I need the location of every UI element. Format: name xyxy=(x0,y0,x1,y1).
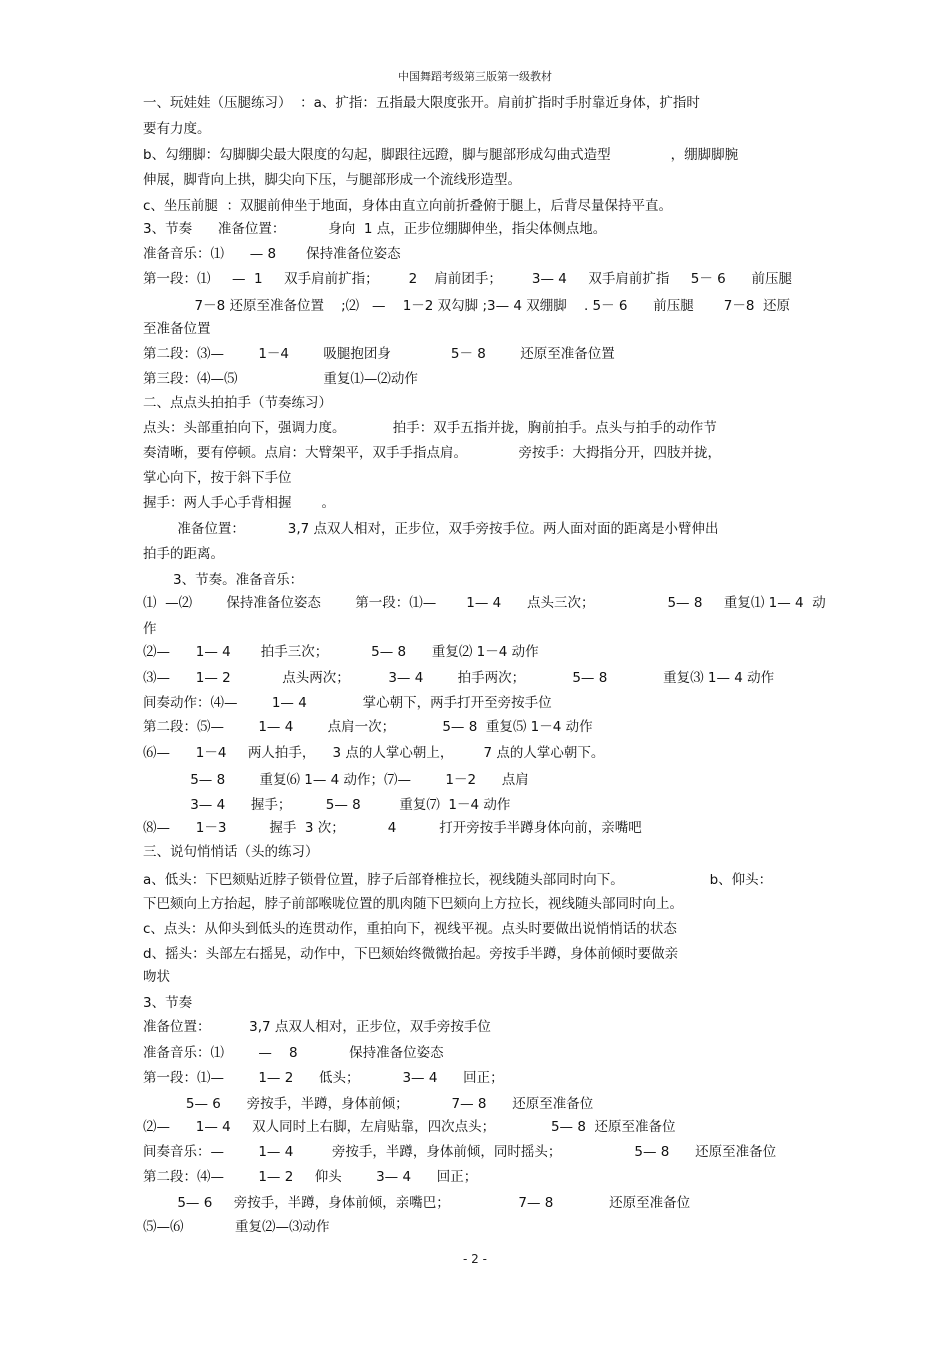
text-line: 3、节奏。准备音乐： xyxy=(143,572,304,588)
text-line: ⑶— 1— 2 点头两次； 3— 4 拍手两次； 5— 8 重复⑶ 1— 4 动作 xyxy=(143,670,775,686)
text-line: ⑴ —⑵ 保持准备位姿态 第一段：⑴— 1— 4 点头三次； 5— 8 重复⑴ 1— 4 动 xyxy=(143,595,826,611)
text-line: ⑸—⑹ 重复⑵—⑶动作 xyxy=(143,1219,330,1235)
text-line: c、点头：从仰头到低头的连贯动作，重拍向下，视线平视。点头时要做出说悄悄话的状态 xyxy=(143,921,677,937)
section-heading: 二、点点头拍拍手（节奏练习） xyxy=(143,395,332,411)
text-line: 伸展，脚背向上拱，脚尖向下压，与腿部形成一个流线形造型。 xyxy=(143,172,521,188)
section-heading: 三、说句悄悄话（头的练习） xyxy=(143,844,319,860)
text-line: 第一段：⑴ — 1 双手肩前扩指； 2 肩前团手； 3— 4 双手肩前扩指 5－ 6 前压腿 xyxy=(143,271,793,287)
text-line: 一、玩娃娃（压腿练习） ：a、扩指：五指最大限度张开。肩前扩指时手肘靠近身体，扩指时 xyxy=(143,95,700,111)
text-line: 点头：头部重拍向下，强调力度。 拍手：双手五指并拢，胸前拍手。点头与拍手的动作节 xyxy=(143,420,717,436)
text-line: a、低头：下巴颏贴近脖子锁骨位置，脖子后部脊椎拉长，视线随头部同时向下。 b、仰头： xyxy=(143,872,773,888)
text-line: 间奏音乐：— 1— 4 旁按手，半蹲，身体前倾，同时摇头； 5— 8 还原至准备位 xyxy=(143,1144,777,1160)
text-line: ⑵— 1— 4 拍手三次； 5— 8 重复⑵ 1－4 动作 xyxy=(143,644,539,660)
text-line: 奏清晰，要有停顿。点肩：大臂架平，双手手指点肩。 旁按手：大拇指分开，四肢并拢， xyxy=(143,445,721,461)
text-line: 准备位置： 3,7 点双人相对，正步位，双手旁按手位 xyxy=(143,1019,491,1035)
text-line: ⑻— 1－3 握手 3 次； 4 打开旁按手半蹲身体向前，亲嘴吧 xyxy=(143,820,642,836)
text-line: 吻状 xyxy=(143,969,170,985)
text-line: 准备位置： 3,7 点双人相对，正步位，双手旁按手位。两人面对面的距离是小臂伸出 xyxy=(143,521,719,537)
text-line: ⑵— 1— 4 双人同时上右脚，左肩贴靠，四次点头； 5— 8 还原至准备位 xyxy=(143,1119,676,1135)
text-line: ⑹— 1－4 两人拍手， 3 点的人掌心朝上， 7 点的人掌心朝下。 xyxy=(143,745,605,761)
text-line: 5— 8 重复⑹ 1— 4 动作；⑺— 1－2 点肩 xyxy=(143,772,529,788)
text-line: 掌心向下，按于斜下手位 xyxy=(143,470,292,486)
text-line: 5— 6 旁按手，半蹲，身体前倾； 7— 8 还原至准备位 xyxy=(143,1096,594,1112)
text-line: 7－8 还原至准备位置 ;⑵ — 1－2 双勾脚 ;3— 4 双绷脚 . 5－ 6 前压腿 7－8 还原 xyxy=(143,298,791,314)
text-line: 3、节奏 准备位置： 身向 1 点，正步位绷脚伸坐，指尖体侧点地。 xyxy=(143,221,607,237)
text-line: 第二段：⑶— 1－4 吸腿抱团身 5－ 8 还原至准备位置 xyxy=(143,346,615,362)
text-line: 第二段：⑸— 1— 4 点肩一次； 5— 8 重复⑸ 1－4 动作 xyxy=(143,719,593,735)
text-line: 要有力度。 xyxy=(143,121,211,137)
text-line: 至准备位置 xyxy=(143,321,211,337)
text-line: 第一段：⑴— 1— 2 低头； 3— 4 回正； xyxy=(143,1070,504,1086)
text-line: 下巴颏向上方抬起，脖子前部喉咙位置的肌肉随下巴颏向上方拉长，视线随头部同时向上。 xyxy=(143,896,683,912)
text-line: b、勾绷脚：勾脚脚尖最大限度的勾起，脚跟往远蹬，脚与腿部形成勾曲式造型 ，绷脚脚腕 xyxy=(143,147,739,163)
text-line: 准备音乐：⑴ — 8 保持准备位姿态 xyxy=(143,1045,444,1061)
text-line: 3— 4 握手； 5— 8 重复⑺ 1－4 动作 xyxy=(143,797,511,813)
text-line: 握手：两人手心手背相握 。 xyxy=(143,495,336,511)
text-line: 间奏动作：⑷— 1— 4 掌心朝下，两手打开至旁按手位 xyxy=(143,695,552,711)
text-line: 拍手的距离。 xyxy=(143,546,224,562)
text-line: 准备音乐：⑴ — 8 保持准备位姿态 xyxy=(143,246,401,262)
text-line: d、摇头：头部左右摇晃，动作中，下巴颏始终微微抬起。旁按手半蹲，身体前倾时要做亲 xyxy=(143,946,679,962)
text-line: 5— 6 旁按手，半蹲，身体前倾，亲嘴巴； 7— 8 还原至准备位 xyxy=(143,1195,691,1211)
text-line: 作 xyxy=(143,621,157,637)
text-line: 第三段：⑷—⑸ 重复⑴—⑵动作 xyxy=(143,371,418,387)
text-line: c、坐压前腿 ：双腿前伸坐于地面，身体由直立向前折叠俯于腿上，后背尽量保持平直。 xyxy=(143,198,673,214)
text-line: 3、节奏 xyxy=(143,995,193,1011)
page-number: - 2 - xyxy=(463,1252,487,1266)
page-header: 中国舞蹈考级第三版第一级教材 xyxy=(398,70,552,83)
text-line: 第二段：⑷— 1— 2 仰头 3— 4 回正； xyxy=(143,1169,478,1185)
